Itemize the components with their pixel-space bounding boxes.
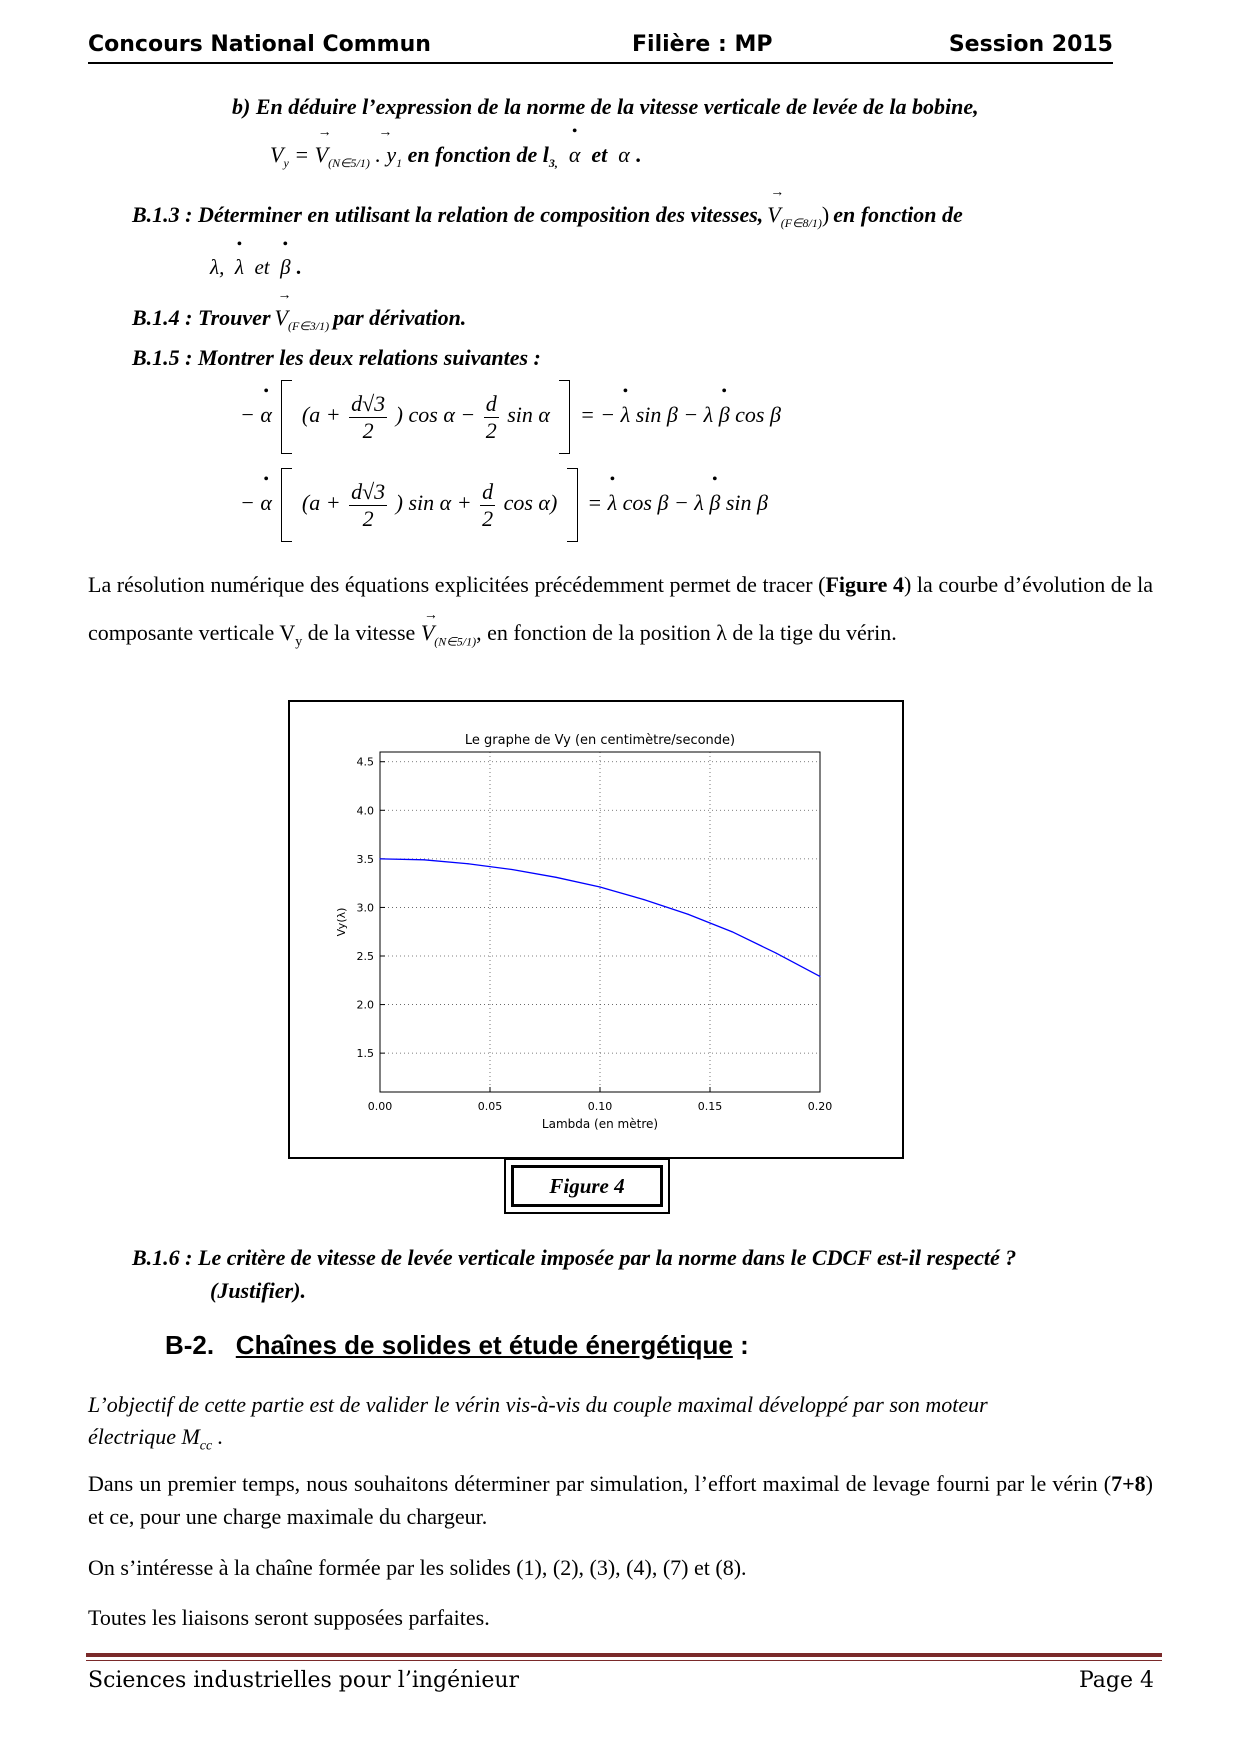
lambda-text: λ,	[210, 255, 225, 279]
question-b13-vsub: (F∈8/1)	[780, 216, 822, 230]
para1-vsub: (N∈5/1)	[434, 634, 477, 649]
formula-v-sub: (N∈5/1)	[328, 156, 370, 170]
chart-title: Le graphe de Vy (en centimètre/seconde)	[464, 733, 736, 748]
data-point	[467, 863, 468, 864]
y-tick-label: 3.5	[356, 852, 374, 866]
eq1-frac2-num: d	[485, 390, 497, 416]
paragraph-liaisons: Toutes les liaisons seront supposées parfaites.	[88, 1605, 490, 1630]
footer-rule	[86, 1653, 1162, 1657]
eq1-rhs-end: cos β	[735, 402, 781, 428]
footer-page-number: Page 4	[1078, 1668, 1154, 1693]
objective-end: .	[212, 1424, 224, 1449]
question-b12b-line1: b) En déduire l’expression de la norme de la vitesse verticale de levée de la bobine,	[232, 94, 979, 119]
question-b12b-formula: $V_y$ = → $V_{(N\in 5/1)}$ → . $y_1$ en fonction de $l_{3,}$ • α et α .	[270, 142, 641, 168]
question-b15: B.1.5 : Montrer les deux relations suivantes :	[132, 345, 541, 370]
formula-l: l	[542, 142, 549, 167]
x-tick-label: 0.15	[697, 1100, 723, 1113]
equation-2: − • α (a + $\frac{d√3}{2}$ ) sin α + $\frac{d}{2}$ cos α) = • λ cos β − λ • β sin β	[240, 468, 768, 542]
para1-d: , en fonction de la position λ de la tige du vérin.	[476, 620, 897, 645]
eq1-left: (a +	[301, 402, 341, 428]
objective-line1: L’objectif de cette partie est de valider le vérin vis-à-vis du couple maximal développé par son moteur	[88, 1392, 988, 1417]
x-tick-label: 0.00	[367, 1100, 393, 1113]
eq1-rhs: sin β − λ	[635, 402, 714, 428]
eq1-frac2-den: 2	[485, 417, 497, 443]
question-b16-line1: B.1.6 : Le critère de vitesse de levée verticale imposée par la norme dans le CDCF est-il respecté ?	[132, 1245, 1017, 1270]
data-point	[643, 899, 644, 900]
y-tick-label: 4.5	[356, 755, 374, 769]
et-text: et	[254, 255, 270, 279]
question-b13-line2: λ, • λ et • β .	[210, 255, 301, 280]
formula-l-sub: 3,	[548, 156, 558, 170]
data-point	[599, 886, 600, 887]
para2-b: ) et ce, pour une charge maximale du chargeur.	[88, 1471, 1153, 1529]
x-tick-label: 0.10	[587, 1100, 613, 1113]
para1-vy-sub: y	[295, 634, 303, 650]
eq1-frac1-den: 2	[362, 417, 374, 443]
section-b2-heading	[165, 1330, 749, 1361]
vy-chart	[290, 702, 902, 1157]
y-tick-label: 4.0	[356, 804, 374, 818]
y-tick-label: 2.5	[356, 950, 374, 963]
eq1-mid: ) cos α −	[395, 402, 476, 428]
question-b14-after: par dérivation.	[333, 305, 467, 330]
y-axis-label: Vy(λ)	[335, 907, 348, 937]
data-point	[775, 952, 776, 953]
data-point	[819, 976, 820, 977]
section-b2-colon: :	[740, 1330, 749, 1360]
para2-bold: 7+8	[1111, 1471, 1146, 1496]
formula-text: en fonction de	[407, 142, 538, 167]
header-session: Session 2015	[948, 32, 1113, 57]
question-b16-line2: (Justifier).	[210, 1278, 306, 1303]
para1-bold: Figure 4	[825, 572, 904, 597]
footer-rule-thin	[86, 1660, 1162, 1661]
question-b14: B.1.4 : Trouver → $V_{(F\in 3/1)}$ par dérivation.	[132, 305, 466, 331]
question-b14-vsub: (F∈3/1)	[287, 319, 330, 333]
objective-line2	[88, 1424, 223, 1454]
formula-alpha-dot: • α	[569, 142, 581, 168]
eq2-rhs-end: sin β	[725, 490, 768, 516]
data-point	[379, 858, 380, 859]
eq1-end: sin α	[507, 402, 550, 428]
eq2-mid: ) sin α +	[395, 490, 472, 516]
section-b2-number: B-2.	[165, 1330, 215, 1360]
formula-vy: V	[270, 142, 284, 167]
formula-alpha: α	[618, 142, 630, 167]
formula-vy-sub: y	[283, 156, 289, 170]
x-axis-label: Lambda (en mètre)	[541, 1117, 659, 1131]
para1-b: ) la courbe d’évolution de la composante verticale V	[88, 572, 1153, 645]
paragraph-chain: On s’intéresse à la chaîne formée par les solides (1), (2), (3), (4), (7) et (8).	[88, 1555, 747, 1580]
header-exam-name: Concours National Commun	[88, 32, 431, 57]
eq2-rhs: cos β − λ	[622, 490, 704, 516]
para2-a: Dans un premier temps, nous souhaitons déterminer par simulation, l’effort maximal de levage fourni par le vérin (	[88, 1471, 1112, 1496]
eq2-frac1-den: 2	[362, 505, 374, 531]
figure-4-caption	[504, 1158, 670, 1214]
data-point	[423, 859, 424, 860]
figure-4-caption-text: Figure 4	[511, 1165, 663, 1207]
data-point	[687, 914, 688, 915]
eq2-frac2-den: 2	[482, 505, 494, 531]
objective-line2-text: électrique M	[88, 1424, 200, 1449]
para1-a: La résolution numérique des équations explicitées précédemment permet de tracer (	[88, 572, 826, 597]
formula-v: V	[314, 142, 329, 167]
eq2-left: (a +	[301, 490, 341, 516]
eq1-frac1-num: d√3	[351, 390, 386, 416]
question-b13-text: B.1.3 : Déterminer en utilisant la relation de composition des vitesses,	[132, 202, 764, 227]
eq2-frac1-num: d√3	[351, 478, 386, 504]
x-tick-label: 0.05	[477, 1100, 503, 1113]
formula-y-sub: 1	[396, 156, 403, 170]
eq2-end: cos α)	[503, 490, 558, 516]
question-b13-after: en fonction de	[833, 202, 963, 227]
formula-et: et	[591, 142, 608, 167]
question-b13: B.1.3 : Déterminer en utilisant la relation de composition des vitesses, → $V_{(F\in 8/1)}$) en fonction de	[132, 202, 963, 228]
paragraph-simulation	[88, 1467, 1153, 1533]
page-header	[88, 28, 1113, 64]
para1-c: de la vitesse	[302, 620, 421, 645]
footer-subject: Sciences industrielles pour l’ingénieur	[88, 1668, 520, 1693]
objective-sub: cc	[199, 1438, 213, 1454]
paragraph-figure-intro: La résolution numérique des équations explicitées précédemment permet de tracer (Figure 4) la courbe d’évolution de la composante verticale $V_y$ de la vitesse → $V_{(N\in 5/1)}$, en fonction de la position λ de la tige du vérin.	[88, 561, 1153, 666]
data-point	[555, 877, 556, 878]
section-b2-title: Chaînes de solides et étude énergétique	[235, 1330, 733, 1360]
figure-4-frame	[288, 700, 904, 1159]
y-tick-label: 3.0	[356, 901, 374, 915]
question-b14-before: B.1.4 : Trouver	[132, 305, 271, 330]
data-point	[731, 931, 732, 932]
equation-1: − • α (a + $\frac{d√3}{2}$ ) cos α − $\frac{d}{2}$ sin α = − • λ sin β − λ • β cos β	[240, 380, 781, 454]
eq2-frac2-num: d	[482, 478, 494, 504]
data-point	[511, 869, 512, 870]
y-tick-label: 1.5	[356, 1047, 374, 1061]
header-track: Filière : MP	[632, 32, 773, 57]
formula-y: . y	[375, 142, 397, 167]
y-tick-label: 2.0	[356, 998, 374, 1012]
x-tick-label: 0.20	[807, 1100, 833, 1113]
